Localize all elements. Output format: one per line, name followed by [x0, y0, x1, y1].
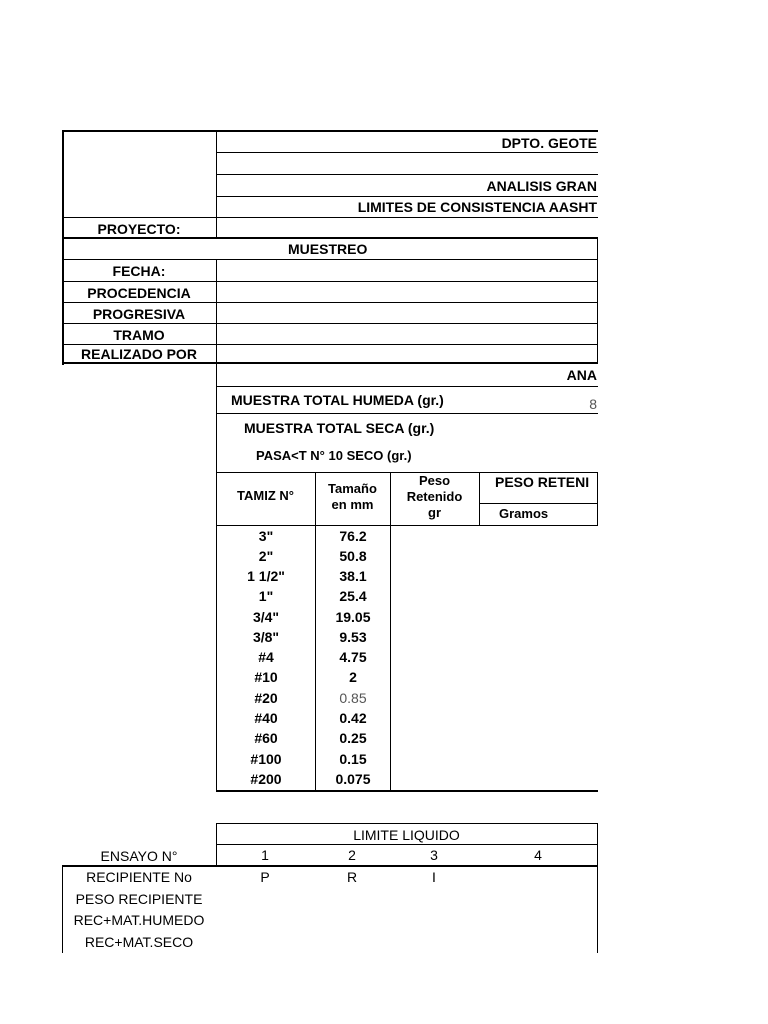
progresiva-label: PROGRESIVA	[92, 306, 186, 322]
tramo-label: TRAMO	[113, 327, 165, 343]
size-cell: 0.075	[335, 771, 371, 787]
sieve-cell: #60	[254, 730, 278, 746]
size-cell: 50.8	[339, 548, 367, 564]
muestra-humeda-label: MUESTRA TOTAL HUMEDA (gr.)	[231, 392, 444, 408]
size-cell: 9.53	[339, 629, 367, 645]
row-line	[216, 844, 598, 845]
sieve-cell: 2"	[258, 548, 274, 564]
ensayo-num: 2	[348, 847, 356, 863]
row-line	[62, 281, 598, 282]
col-divider	[390, 472, 391, 791]
col-gramos: Gramos	[499, 506, 549, 521]
pasa-label: PASA<T N° 10 SECO (gr.)	[256, 448, 412, 463]
sieve-cell: #100	[250, 751, 282, 767]
size-cell: 76.2	[339, 528, 367, 544]
sieve-cell: #10	[254, 669, 278, 685]
peso-recipiente-label: PESO RECIPIENTE	[75, 891, 203, 907]
ensayo-num: 1	[261, 847, 269, 863]
col-peso-line2: Retenido	[406, 489, 463, 504]
size-cell: 0.15	[339, 751, 367, 767]
right-border	[597, 237, 598, 363]
col-peso-retenido: PESO RETENI	[495, 474, 590, 490]
col-tamano-line2: en mm	[331, 497, 374, 512]
retenido-clip	[480, 472, 597, 525]
row-line	[62, 259, 598, 260]
sieve-cell: #200	[250, 771, 282, 787]
rec-seco-label: REC+MAT.SECO	[84, 934, 194, 950]
col-peso-line3: gr	[428, 505, 441, 520]
sieve-cell: #40	[254, 710, 278, 726]
fecha-label: FECHA:	[112, 263, 166, 279]
row-line	[216, 823, 598, 824]
recipiente-value: P	[260, 869, 270, 885]
table-bottom-border	[216, 790, 598, 792]
procedencia-label: PROCEDENCIA	[87, 285, 191, 301]
col-divider	[597, 472, 598, 525]
size-cell: 0.85	[339, 690, 367, 706]
muestra-humeda-value: 8	[589, 396, 597, 412]
size-cell: 2	[349, 669, 357, 685]
ensayo-label: ENSAYO N°	[100, 848, 178, 864]
sieve-cell: 3/4"	[252, 609, 280, 625]
size-cell: 0.25	[339, 730, 367, 746]
col-tamano-line1: Tamaño	[328, 481, 377, 496]
analysis-title: ANALISIS GRAN	[486, 178, 597, 194]
limite-liquido-title: LIMITE LIQUIDO	[353, 827, 460, 843]
proyecto-label: PROYECTO:	[97, 221, 181, 237]
row-line	[62, 865, 598, 867]
row-line	[216, 525, 598, 526]
sieve-cell: 1"	[258, 588, 274, 604]
row-line	[62, 323, 598, 324]
recipiente-label: RECIPIENTE No	[86, 869, 192, 885]
col-peso-line1: Peso	[418, 473, 451, 488]
sieve-cell: #4	[258, 649, 274, 665]
label-divider	[216, 259, 217, 363]
dept-title: DPTO. GEOTE	[501, 135, 597, 151]
sieve-cell: 3/8"	[252, 629, 280, 645]
muestreo-label: MUESTREO	[288, 241, 368, 257]
sieve-cell: #20	[254, 690, 278, 706]
realizado-label: REALIZADO POR	[81, 346, 197, 362]
recipiente-value: I	[432, 869, 436, 885]
ensayo-num: 3	[430, 847, 438, 863]
rec-humedo-label: REC+MAT.HUMEDO	[73, 912, 205, 928]
muestra-seca-label: MUESTRA TOTAL SECA (gr.)	[244, 420, 435, 436]
recipiente-value: R	[346, 869, 358, 885]
header-text-clip	[216, 130, 597, 240]
size-cell: 25.4	[339, 588, 367, 604]
row-line	[62, 302, 598, 303]
ensayo-num: 4	[534, 847, 542, 863]
analysis-text-clip	[216, 363, 597, 473]
size-cell: 4.75	[339, 649, 367, 665]
row-line	[62, 344, 598, 345]
size-cell: 38.1	[339, 568, 367, 584]
size-cell: 19.05	[335, 609, 371, 625]
size-cell: 0.42	[339, 710, 367, 726]
sieve-cell: 3"	[258, 528, 274, 544]
sieve-cell: 1 1/2"	[247, 568, 285, 584]
limits-title: LIMITES DE CONSISTENCIA AASHT	[357, 199, 597, 215]
ll-right-border	[597, 823, 598, 953]
analysis-section-title: ANA	[566, 367, 597, 383]
col-tamiz: TAMIZ N°	[237, 488, 294, 503]
